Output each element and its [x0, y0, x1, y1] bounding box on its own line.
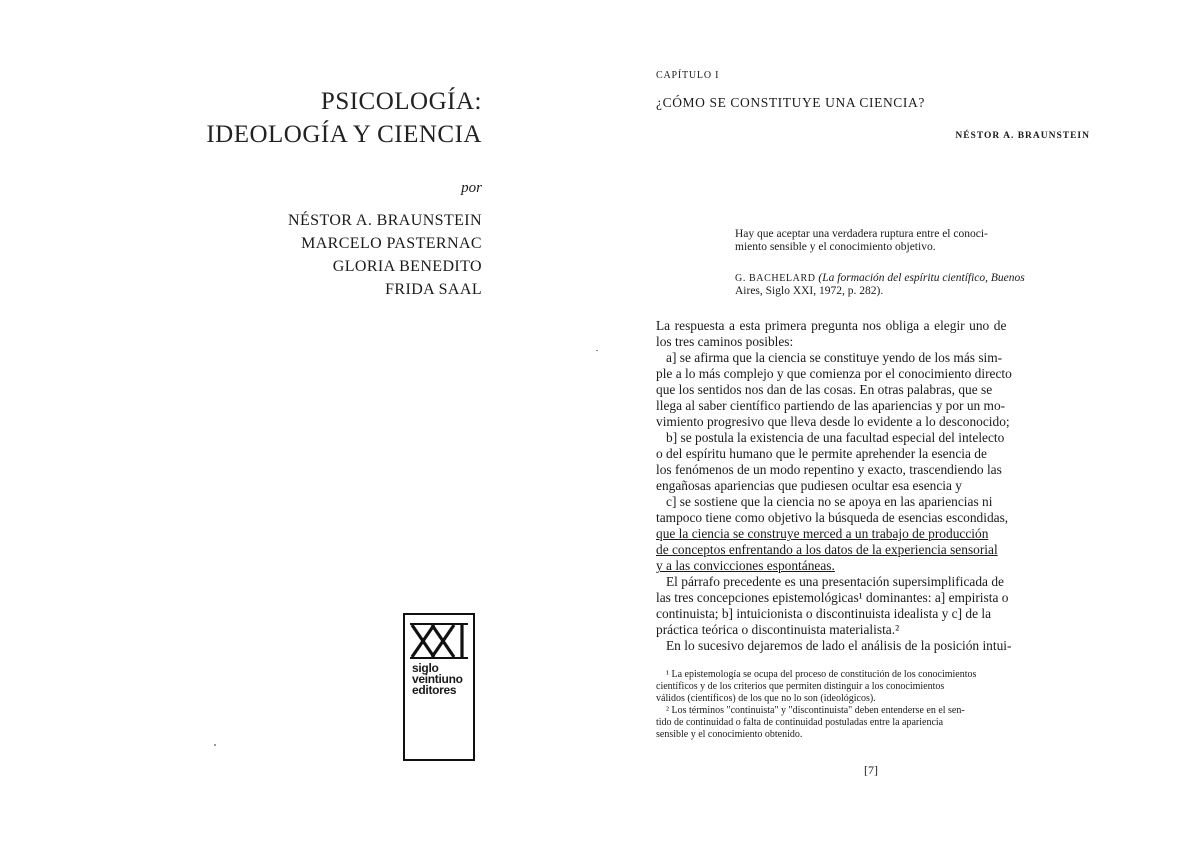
publisher-wordmark-line: siglo	[412, 661, 439, 675]
author-name: GLORIA BENEDITO	[332, 258, 482, 275]
body-line: ple a lo más complejo y que comienza por el conocimiento directo	[656, 366, 1012, 381]
body-line: El párrafo precedente es una presentación supersimplificada de	[666, 574, 1004, 589]
body-line: En lo sucesivo dejaremos de lado el análisis de la posición intui-	[666, 638, 1012, 653]
body-line: que los sentidos nos dan de las cosas. En otras palabras, que se	[656, 382, 993, 397]
epigraph-line: Hay que aceptar una verdadera ruptura entre el conoci-	[735, 228, 988, 240]
epigraph	[735, 228, 1083, 254]
epigraph-source	[735, 272, 1083, 298]
body-line: de conceptos enfrentando a los datos de la experiencia sensorial	[656, 542, 998, 557]
publisher-wordmark-line: editores	[412, 683, 457, 697]
epigraph-source-line: Aires, Siglo XXI, 1972, p. 282).	[735, 285, 884, 297]
page-number: [7]	[864, 763, 878, 777]
body-text	[656, 318, 1084, 654]
body-line: c] se sostiene que la ciencia no se apoya en las apariencias ni	[666, 494, 993, 509]
epigraph-source-text: (La formación del espíritu científico, Buenos	[818, 272, 1025, 284]
body-line: y a las convicciones espontáneas.	[656, 558, 835, 573]
body-line: tampoco tiene como objetivo la búsqueda de esencias escondidas,	[656, 510, 1009, 525]
publisher-logo-mark-icon	[410, 621, 470, 661]
scan-speck	[596, 350, 598, 351]
footnote-line: tido de continuidad o falta de continuidad postuladas entre la apariencia	[656, 717, 944, 728]
footnote-line: científicos y de los criterios que permiten distinguir a los conocimientos	[656, 681, 945, 692]
body-line: los fenómenos de un modo repentino y exacto, trascendiendo las	[656, 462, 1002, 477]
epigraph-source-author: G. BACHELARD	[735, 273, 816, 284]
chapter-label: CAPÍTULO I	[656, 70, 720, 81]
epigraph-source-line	[735, 272, 1083, 285]
body-line: continuista; b] intuicionista o discontinuista idealista y c] de la	[656, 606, 992, 621]
body-line: que la ciencia se construye merced a un trabajo de producción	[656, 526, 989, 541]
body-line: los tres caminos posibles:	[656, 334, 794, 349]
author-list	[288, 209, 482, 301]
body-line: o del espíritu humano que le permite aprehender la esencia de	[656, 446, 987, 461]
chapter-author: NÉSTOR A. BRAUNSTEIN	[955, 131, 1090, 141]
by-label: por	[461, 180, 482, 196]
epigraph-line: miento sensible y el conocimiento objetivo.	[735, 241, 936, 253]
body-line: a] se afirma que la ciencia se constituye yendo de los más sim-	[666, 350, 1003, 365]
body-line: b] se postula la existencia de una facultad especial del intelecto	[666, 430, 1005, 445]
footnote-line: válidos (científicos) de los que no lo son (ideológicos).	[656, 693, 876, 704]
footnote-line: ¹ La epistemología se ocupa del proceso de constitución de los conocimientos	[666, 669, 977, 680]
body-line: las tres concepciones epistemológicas¹ dominantes: a] empirista o	[656, 590, 1009, 605]
right-page	[600, 0, 1200, 849]
book-title-line: PSICOLOGÍA:	[320, 88, 482, 115]
scan-speck	[214, 744, 216, 746]
body-line: práctica teórica o discontinuista materialista.²	[656, 622, 900, 637]
body-line: vimiento progresivo que lleva desde lo evidente a lo desconocido;	[656, 414, 1010, 429]
author-name: FRIDA SAAL	[385, 281, 482, 298]
author-name: NÉSTOR A. BRAUNSTEIN	[288, 212, 482, 229]
body-line: La respuesta a esta primera pregunta nos obliga a elegir uno de	[656, 318, 1007, 333]
footnote-line: ² Los términos "continuista" y "discontinuista" deben entenderse en el sen-	[666, 705, 965, 716]
book-title	[206, 85, 482, 151]
footnote-line: sensible y el conocimiento obtenido.	[656, 729, 803, 740]
publisher-logo	[403, 613, 475, 761]
footnotes	[656, 669, 1084, 741]
body-line: engañosas apariencias que pudiesen ocultar esa esencia y	[656, 478, 962, 493]
book-title-line: IDEOLOGÍA Y CIENCIA	[206, 121, 482, 148]
publisher-wordmark-line: veintiuno	[412, 672, 463, 686]
chapter-title: ¿CÓMO SE CONSTITUYE UNA CIENCIA?	[656, 95, 925, 110]
author-name: MARCELO PASTERNAC	[301, 235, 482, 252]
body-line: llega al saber científico partiendo de las apariencias y por un mo-	[656, 398, 1006, 413]
